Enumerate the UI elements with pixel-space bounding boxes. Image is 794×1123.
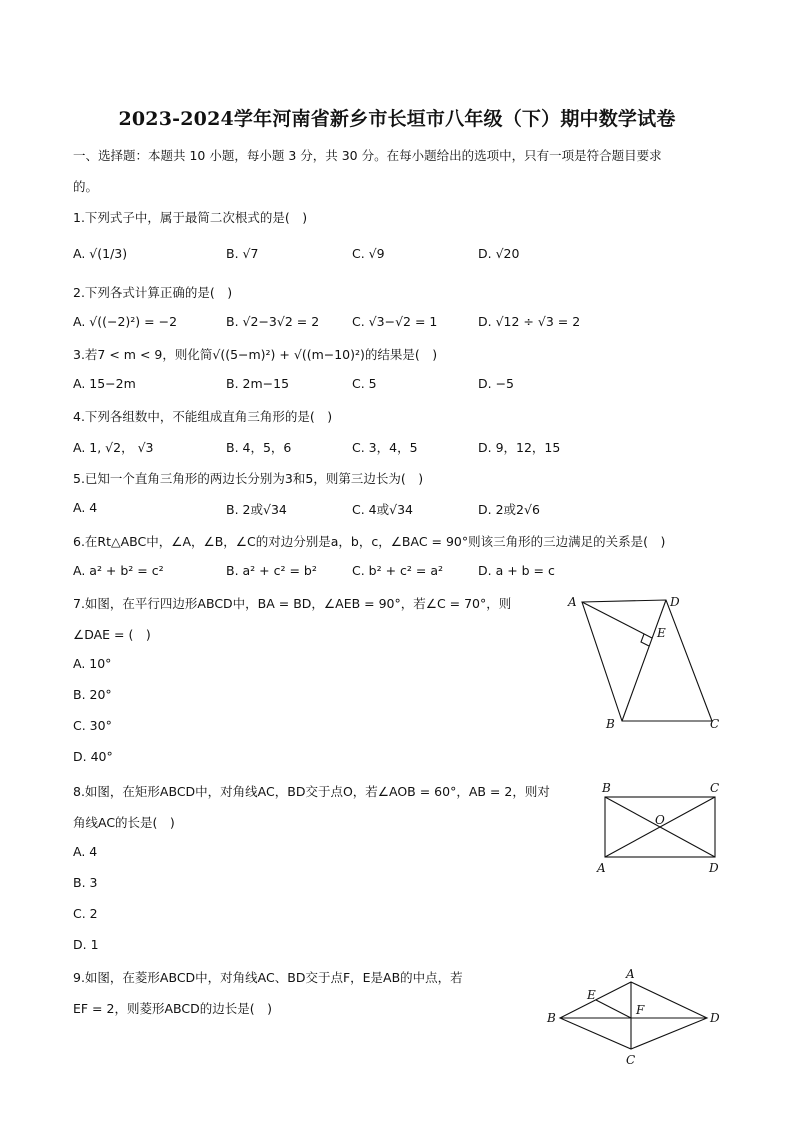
q6-option-c: C. b² + c² = a² (352, 563, 444, 578)
question-7-stem-line1: 7.如图，在平行四边形ABCD中，BA = BD，∠AEB = 90°，若∠C = 70°，则 (73, 596, 512, 611)
q5-option-c: C. 4或√34 (352, 502, 413, 517)
q3-option-b: B. 2m−15 (226, 376, 290, 391)
q4-option-d: D. 9，12，15 (478, 440, 561, 455)
q1-option-d: D. √20 (478, 246, 520, 261)
question-4-stem: 4.下列各组数中，不能组成直角三角形的是( ) (73, 409, 333, 424)
q7-label-c: C (710, 717, 720, 731)
question-2-stem: 2.下列各式计算正确的是( ) (73, 285, 233, 300)
q1-option-c: C. √9 (352, 246, 385, 261)
q8-label-a: A (597, 861, 606, 875)
q7-option-c: C. 30° (73, 718, 112, 733)
q9-label-f: F (636, 1003, 645, 1017)
q9-label-c: C (626, 1053, 636, 1067)
q8-label-b: B (602, 781, 611, 795)
question-6-stem: 6.在Rt△ABC中，∠A，∠B，∠C的对边分别是a，b，c，∠BAC = 90°则该三角形的三边满足的关系是( ) (73, 534, 666, 549)
q4-option-c: C. 3，4，5 (352, 440, 418, 455)
q6-option-b: B. a² + c² = b² (226, 563, 317, 578)
q5-option-b: B. 2或√34 (226, 502, 287, 517)
q4-option-b: B. 4，5，6 (226, 440, 292, 455)
q7-option-a: A. 10° (73, 656, 112, 671)
q3-option-c: C. 5 (352, 376, 377, 391)
q9-label-b: B (547, 1011, 556, 1025)
q2-option-c: C. √3−√2 = 1 (352, 314, 438, 329)
q7-option-b: B. 20° (73, 687, 112, 702)
question-9-stem-line1: 9.如图，在菱形ABCD中，对角线AC、BD交于点F，E是AB的中点，若 (73, 970, 463, 985)
q7-label-d: D (670, 595, 680, 609)
q6-option-d: D. a + b = c (478, 563, 555, 578)
q5-option-d: D. 2或2√6 (478, 502, 540, 517)
q9-label-a: A (626, 967, 635, 981)
q8-label-d: D (709, 861, 719, 875)
q5-option-a: A. 4 (73, 500, 98, 515)
question-8-stem-line1: 8.如图，在矩形ABCD中，对角线AC，BD交于点O，若∠AOB = 60°，AB = 2，则对 (73, 784, 550, 799)
q7-label-a: A (568, 595, 577, 609)
q7-parallelogram-figure (560, 590, 730, 735)
section-heading-line2: 的。 (73, 179, 99, 194)
q7-label-b: B (606, 717, 615, 731)
q3-option-d: D. −5 (478, 376, 514, 391)
q3-option-a: A. 15−2m (73, 376, 136, 391)
question-9-stem-line2: EF = 2，则菱形ABCD的边长是( ) (73, 1001, 272, 1016)
question-8-stem-line2: 角线AC的长是( ) (73, 815, 175, 830)
page-title: 2023-2024学年河南省新乡市长垣市八年级（下）期中数学试卷 (118, 108, 676, 130)
q2-option-a: A. √((−2)²) = −2 (73, 314, 178, 329)
q9-label-e: E (587, 988, 596, 1002)
q7-option-d: D. 40° (73, 749, 113, 764)
question-1-stem: 1.下列式子中，属于最简二次根式的是( ) (73, 210, 308, 225)
q4-option-a: A. 1, √2， √3 (73, 440, 154, 455)
q6-option-a: A. a² + b² = c² (73, 563, 164, 578)
q2-option-d: D. √12 ÷ √3 = 2 (478, 314, 581, 329)
q1-option-b: B. √7 (226, 246, 259, 261)
section-heading-line1: 一、选择题：本题共 10 小题，每小题 3 分，共 30 分。在每小题给出的选项中，只有一项是符合题目要求 (73, 148, 662, 163)
q8-option-a: A. 4 (73, 844, 98, 859)
q2-option-b: B. √2−3√2 = 2 (226, 314, 320, 329)
q8-option-b: B. 3 (73, 875, 98, 890)
q8-label-o: O (655, 813, 665, 827)
question-7-stem-line2: ∠DAE = ( ) (73, 627, 151, 642)
question-5-stem: 5.已知一个直角三角形的两边长分别为3和5，则第三边长为( ) (73, 471, 424, 486)
q9-label-d: D (710, 1011, 720, 1025)
q1-option-a: A. √(1/3) (73, 246, 128, 261)
q9-rhombus-figure (540, 964, 730, 1069)
q8-option-d: D. 1 (73, 937, 99, 952)
q8-rectangle-figure (592, 778, 732, 878)
question-3-stem: 3.若7 < m < 9，则化简√((5−m)²) + √((m−10)²)的结果是( ) (73, 347, 438, 362)
q8-option-c: C. 2 (73, 906, 98, 921)
q7-label-e: E (657, 626, 666, 640)
q8-label-c: C (710, 781, 720, 795)
